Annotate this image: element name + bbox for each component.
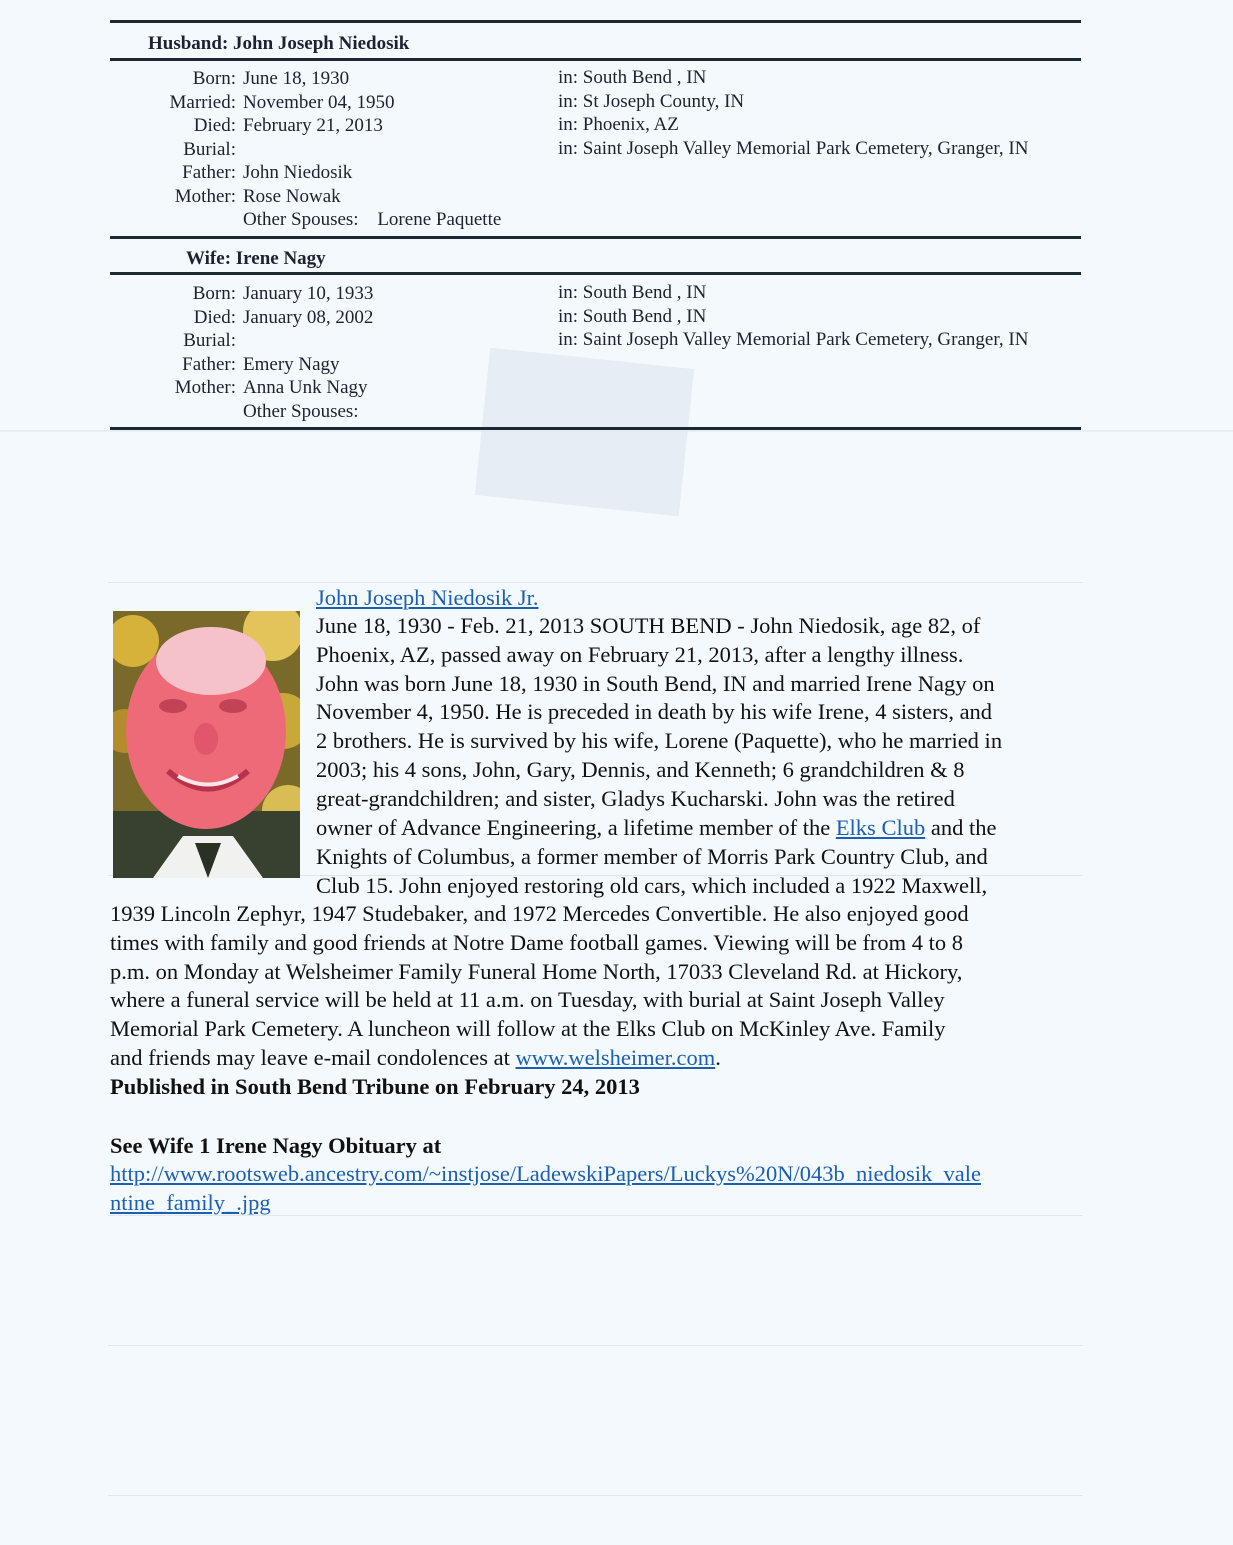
husband-row-label: Father: xyxy=(182,162,236,184)
wife-top-rule xyxy=(110,236,1081,239)
last-line-text-after: . xyxy=(715,1045,721,1070)
ghost-rule xyxy=(108,582,1083,583)
elks-line-text-before: owner of Advance Engineering, a lifetime member of the xyxy=(316,815,836,840)
wife-row-value: January 08, 2002 xyxy=(243,306,374,328)
wife-row-label: Born: xyxy=(192,283,236,304)
husband-other-spouses-label: Other Spouses: xyxy=(243,209,359,230)
wife-obituary-url xyxy=(110,1160,1082,1218)
obituary-line: p.m. on Monday at Welsheimer Family Funeral Home North, 17033 Cleveland Rd. at Hickory, xyxy=(110,958,963,984)
husband-other-spouses-value: Lorene Paquette xyxy=(377,209,502,230)
husband-row-location: in: South Bend , IN xyxy=(558,67,707,88)
wife-rule xyxy=(110,272,1081,275)
husband-row-label: Married: xyxy=(169,91,236,113)
obituary-line: great-grandchildren; and sister, Gladys Kucharski. John was the retired xyxy=(316,785,955,811)
obituary-line: 2 brothers. He is survived by his wife, Lorene (Paquette), who he married in xyxy=(316,728,1003,754)
elks-club-link[interactable]: Elks Club xyxy=(835,815,926,840)
husband-row-value: February 21, 2013 xyxy=(243,115,383,137)
wife-row-label: Died: xyxy=(193,306,236,328)
husband-row-label: Born: xyxy=(192,68,236,89)
obituary-title xyxy=(316,584,1076,613)
husband-row-value: Rose Nowak xyxy=(243,186,341,207)
husband-header xyxy=(148,33,409,55)
wife-row-value: Anna Unk Nagy xyxy=(243,377,368,399)
bottom-rule xyxy=(110,427,1081,430)
obituary-line: where a funeral service will be held at 11 a.m. on Tuesday, with burial at Saint Joseph Valley xyxy=(110,987,945,1013)
obituary-line-elks xyxy=(316,814,1076,843)
husband-row-label: Died: xyxy=(193,115,236,137)
published-line: Published in South Bend Tribune on February 24, 2013 xyxy=(110,1074,640,1099)
obituary-line: 2003; his 4 sons, John, Gary, Dennis, and Kenneth; 6 grandchildren & 8 xyxy=(316,757,965,782)
obituary-line: 1939 Lincoln Zephyr, 1947 Studebaker, and 1972 Mercedes Convertible. He also enjoyed good xyxy=(110,901,969,926)
wife-obituary-url-line1[interactable]: http://www.rootsweb.ancestry.com/~instjose/LadewskiPapers/Luckys%20N/043b_niedosik_vale xyxy=(110,1161,981,1186)
wife-row-value: January 10, 1933 xyxy=(243,283,374,304)
wife-row-value: Emery Nagy xyxy=(243,353,340,375)
wife-row-location: in: South Bend , IN xyxy=(558,282,707,303)
wife-row-label: Burial: xyxy=(183,330,236,352)
obituary-line: Club 15. John enjoyed restoring old cars, which included a 1922 Maxwell, xyxy=(316,872,988,898)
husband-row-value: John Niedosik xyxy=(243,162,353,184)
wife-header xyxy=(186,248,326,270)
tape-mark xyxy=(475,348,694,517)
wife-other-spouses-label: Other Spouses: xyxy=(243,401,359,422)
welsheimer-link[interactable]: www.welsheimer.com xyxy=(515,1045,716,1070)
wife-name: Irene Nagy xyxy=(235,248,326,269)
husband-row-label: Burial: xyxy=(183,138,236,160)
obituary-line: June 18, 1930 - Feb. 21, 2013 SOUTH BEND - John Niedosik, age 82, of xyxy=(316,613,981,638)
last-line-text-before: and friends may leave e-mail condolences at xyxy=(110,1045,516,1070)
husband-row-location: in: St Joseph County, IN xyxy=(558,90,745,112)
obituary-line: Knights of Columbus, a former member of Morris Park Country Club, and xyxy=(316,844,988,869)
husband-row-label: Mother: xyxy=(174,186,236,207)
wife-row-label: Mother: xyxy=(174,377,236,399)
husband-row-location: in: Phoenix, AZ xyxy=(558,114,679,136)
wife-row-location: in: Saint Joseph Valley Memorial Park Cemetery, Granger, IN xyxy=(558,329,1029,351)
obituary-line: Phoenix, AZ, passed away on February 21, 2013, after a lengthy illness. xyxy=(316,641,964,667)
obituary-last-line xyxy=(110,1044,1082,1073)
wife-other-spouses xyxy=(243,401,359,423)
husband-other-spouses xyxy=(243,209,501,231)
wife-obituary-url-line2[interactable]: ntine_family_.jpg xyxy=(110,1189,271,1215)
wife-row-label: Father: xyxy=(182,353,236,375)
obituary-line: Memorial Park Cemetery. A luncheon will follow at the Elks Club on McKinley Ave. Family xyxy=(110,1016,946,1042)
obituary-photo xyxy=(113,611,300,878)
ghost-rule xyxy=(108,1345,1083,1346)
husband-row-value: June 18, 1930 xyxy=(243,68,350,89)
top-rule xyxy=(110,20,1081,23)
obituary-title-link[interactable]: John Joseph Niedosik Jr. xyxy=(316,585,539,610)
husband-name: John Joseph Niedosik xyxy=(233,33,410,54)
husband-label: Husband: xyxy=(148,33,229,54)
ghost-rule xyxy=(108,1495,1083,1496)
obituary-line: John was born June 18, 1930 in South Bend, IN and married Irene Nagy on xyxy=(316,670,995,696)
elks-line-text-after: and the xyxy=(925,815,997,840)
obituary-line: times with family and good friends at Notre Dame football games. Viewing will be from 4 to 8 xyxy=(110,929,964,955)
husband-rule xyxy=(110,58,1081,61)
see-wife-line: See Wife 1 Irene Nagy Obituary at xyxy=(110,1133,442,1158)
husband-row-location: in: Saint Joseph Valley Memorial Park Cemetery, Granger, IN xyxy=(558,137,1029,159)
wife-row-location: in: South Bend , IN xyxy=(558,305,707,327)
wife-label: Wife: xyxy=(186,248,232,269)
obituary-line: November 4, 1950. He is preceded in death by his wife Irene, 4 sisters, and xyxy=(316,699,993,725)
husband-row-value: November 04, 1950 xyxy=(243,91,395,113)
